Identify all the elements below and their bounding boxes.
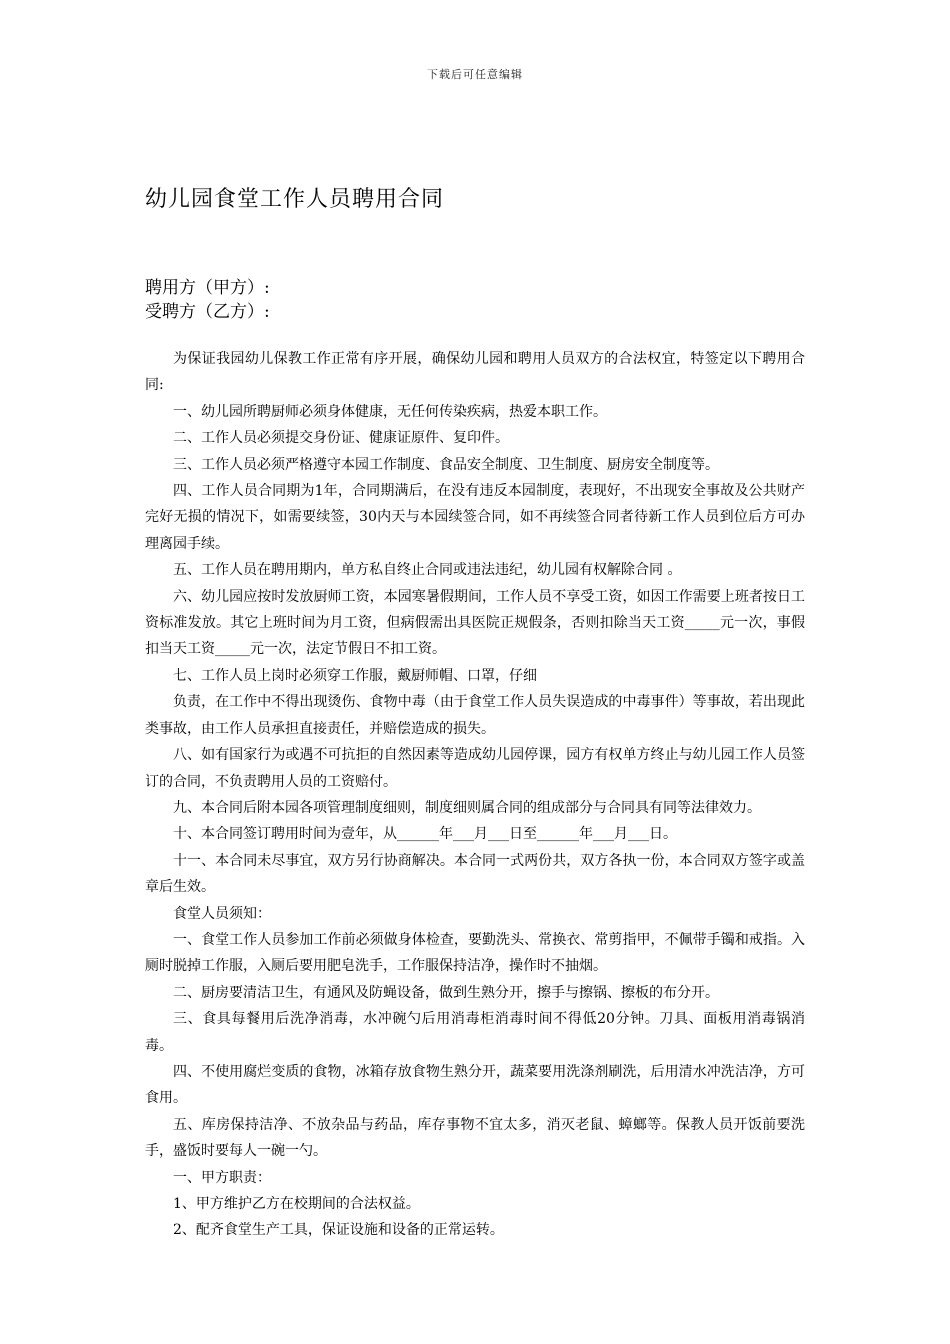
paragraph: 三、食具每餐用后洗净消毒，水冲碗勺后用消毒柜消毒时间不得低20分钟。刀具、面板用消毒锅消毒。: [145, 1011, 805, 1054]
paragraph: 负责，在工作中不得出现烫伤、食物中毒（由于食堂工作人员失误造成的中毒事件）等事故，若出现此类事故，由工作人员承担直接责任，并赔偿造成的损失。: [145, 694, 805, 737]
paragraph: 一、食堂工作人员参加工作前必须做身体检查，要勤洗头、常换衣、常剪指甲，不佩带手镯和戒指。入厕时脱掉工作服，入厕后要用肥皂洗手，工作服保持洁净，操作时不抽烟。: [145, 931, 805, 975]
employer-line: 聘用方（甲方）:: [145, 278, 270, 298]
document-title: 幼儿园食堂工作人员聘用合同: [145, 187, 445, 212]
paragraph: 2、配齐食堂生产工具，保证设施和设备的正常运转。: [173, 1222, 504, 1239]
employee-line: 受聘方（乙方）:: [145, 302, 270, 322]
paragraph: 七、工作人员上岗时必须穿工作服，戴厨师帽、口罩，仔细: [173, 667, 537, 684]
paragraph: 八、如有国家行为或遇不可抗拒的自然因素等造成幼儿园停课，园方有权单方终止与幼儿园工作人员签订的合同，不负责聘用人员的工资赔付。: [145, 747, 805, 790]
header-note: 下载后可任意编辑: [427, 68, 523, 81]
paragraph: 食堂人员须知：: [173, 905, 271, 922]
paragraph: 九、本合同后附本园各项管理制度细则，制度细则属合同的组成部分与合同具有同等法律效力。: [173, 799, 761, 816]
paragraph: 二、厨房要清洁卫生，有通风及防蝇设备，做到生熟分开，擦手与擦锅、擦板的布分开。: [173, 984, 719, 1001]
paragraph: 五、库房保持洁净、不放杂品与药品，库存事物不宜太多，消灭老鼠、蟑螂等。保教人员开饭前要洗手，盛饭时要每人一碗一勺。: [145, 1116, 805, 1160]
paragraph: 五、工作人员在聘用期内，单方私自终止合同或违法违纪，幼儿园有权解除合同 。: [173, 562, 682, 579]
paragraph: 为保证我园幼儿保教工作正常有序开展，确保幼儿园和聘用人员双方的合法权宜，特签定以下聘用合同:: [145, 351, 805, 394]
paragraph: 三、工作人员必须严格遵守本园工作制度、食品安全制度、卫生制度、厨房安全制度等。: [173, 456, 719, 473]
paragraph: 十一、本合同未尽事宜，双方另行协商解决。本合同一式两份共，双方各执一份，本合同双方签字或盖章后生效。: [145, 852, 805, 896]
contract-body: [145, 346, 805, 1244]
paragraph: 一、甲方职责：: [173, 1169, 271, 1186]
paragraph: 十、本合同签订聘用时间为壹年，从______年___月___日至______年___月___日。: [173, 826, 677, 843]
parties-block: [145, 276, 270, 324]
paragraph: 四、工作人员合同期为1年，合同期满后，在没有违反本园制度，表现好，不出现安全事故及公共财产完好无损的情况下，如需要续签，30内天与本园续签合同，如不再续签合同者待新工作人员到位后方可办理离园手续。: [145, 483, 805, 552]
paragraph: 四、不使用腐烂变质的食物，冰箱存放食物生熟分开，蔬菜要用洗涤剂刷洗，后用清水冲洗洁净，方可食用。: [145, 1063, 805, 1107]
paragraph: 一、幼儿园所聘厨师必须身体健康，无任何传染疾病，热爱本职工作。: [173, 403, 607, 420]
paragraph: 六、幼儿园应按时发放厨师工资，本园寒暑假期间，工作人员不享受工资，如因工作需要上班者按日工资标准发放。其它上班时间为月工资，但病假需出具医院正规假条，否则扣除当天工资_____元一次，事假扣当天工资_____元一次，法定节假日不扣工资。: [145, 588, 805, 658]
paragraph: 1、甲方维护乙方在校期间的合法权益。: [173, 1196, 420, 1212]
paragraph: 二、工作人员必须提交身份证、健康证原件、复印件。: [173, 430, 509, 447]
